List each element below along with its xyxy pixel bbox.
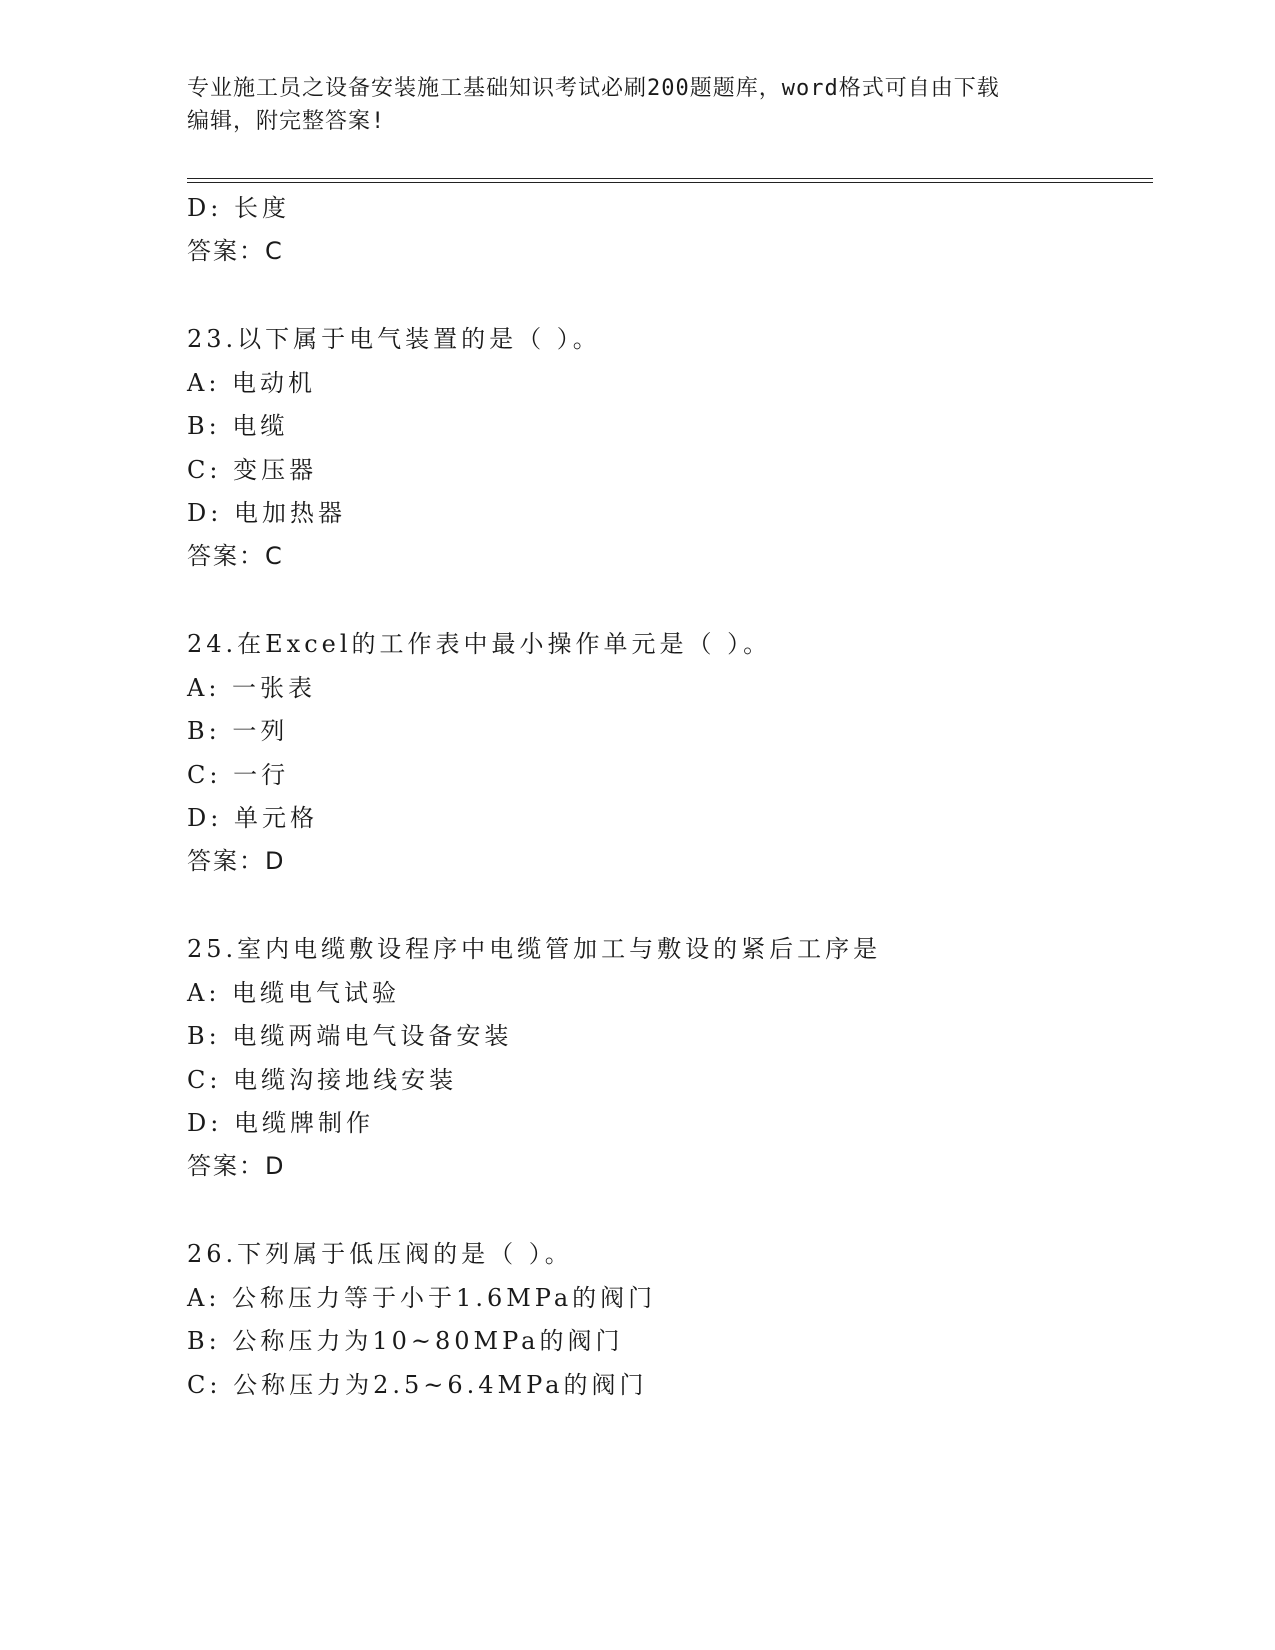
question-line: 26.下列属于低压阀的是（ ）。 — [187, 1240, 573, 1268]
option-line: C: 变压器 — [187, 456, 318, 484]
answer-line: 答案：D — [187, 847, 286, 875]
option-line: A: 公称压力等于小于1.6MPa的阀门 — [187, 1284, 657, 1312]
header-divider-top — [187, 178, 1153, 179]
option-line: C: 公称压力为2.5~6.4MPa的阀门 — [187, 1371, 648, 1399]
option-line: B: 电缆两端电气设备安装 — [187, 1022, 513, 1050]
option-line: A: 电动机 — [187, 369, 317, 397]
option-line: B: 电缆 — [187, 412, 289, 440]
option-line: D: 电缆牌制作 — [187, 1109, 374, 1137]
option-line: A: 一张表 — [187, 674, 317, 702]
answer-line: 答案：C — [187, 237, 284, 265]
option-line: C: 电缆沟接地线安装 — [187, 1066, 458, 1094]
header-title-line-1: 专业施工员之设备安装施工基础知识考试必刷200题题库，word格式可自由下载 — [187, 76, 1000, 101]
option-line: D: 单元格 — [187, 804, 318, 832]
option-line: C: 一行 — [187, 761, 290, 789]
header-divider-bottom — [187, 182, 1153, 183]
option-line: A: 电缆电气试验 — [187, 979, 401, 1007]
option-line: B: 一列 — [187, 717, 289, 745]
question-line: 25.室内电缆敷设程序中电缆管加工与敷设的紧后工序是 — [187, 935, 882, 963]
option-line: B: 公称压力为10~80MPa的阀门 — [187, 1327, 624, 1355]
answer-line: 答案：D — [187, 1152, 286, 1180]
option-line: D: 电加热器 — [187, 499, 346, 527]
question-line: 23.以下属于电气装置的是（ ）。 — [187, 325, 601, 353]
question-line: 24.在Excel的工作表中最小操作单元是（ ）。 — [187, 630, 772, 658]
header-title-line-2: 编辑，附完整答案! — [187, 109, 386, 134]
option-line: D: 长度 — [187, 194, 290, 222]
document-header — [187, 72, 1067, 138]
answer-line: 答案：C — [187, 542, 284, 570]
